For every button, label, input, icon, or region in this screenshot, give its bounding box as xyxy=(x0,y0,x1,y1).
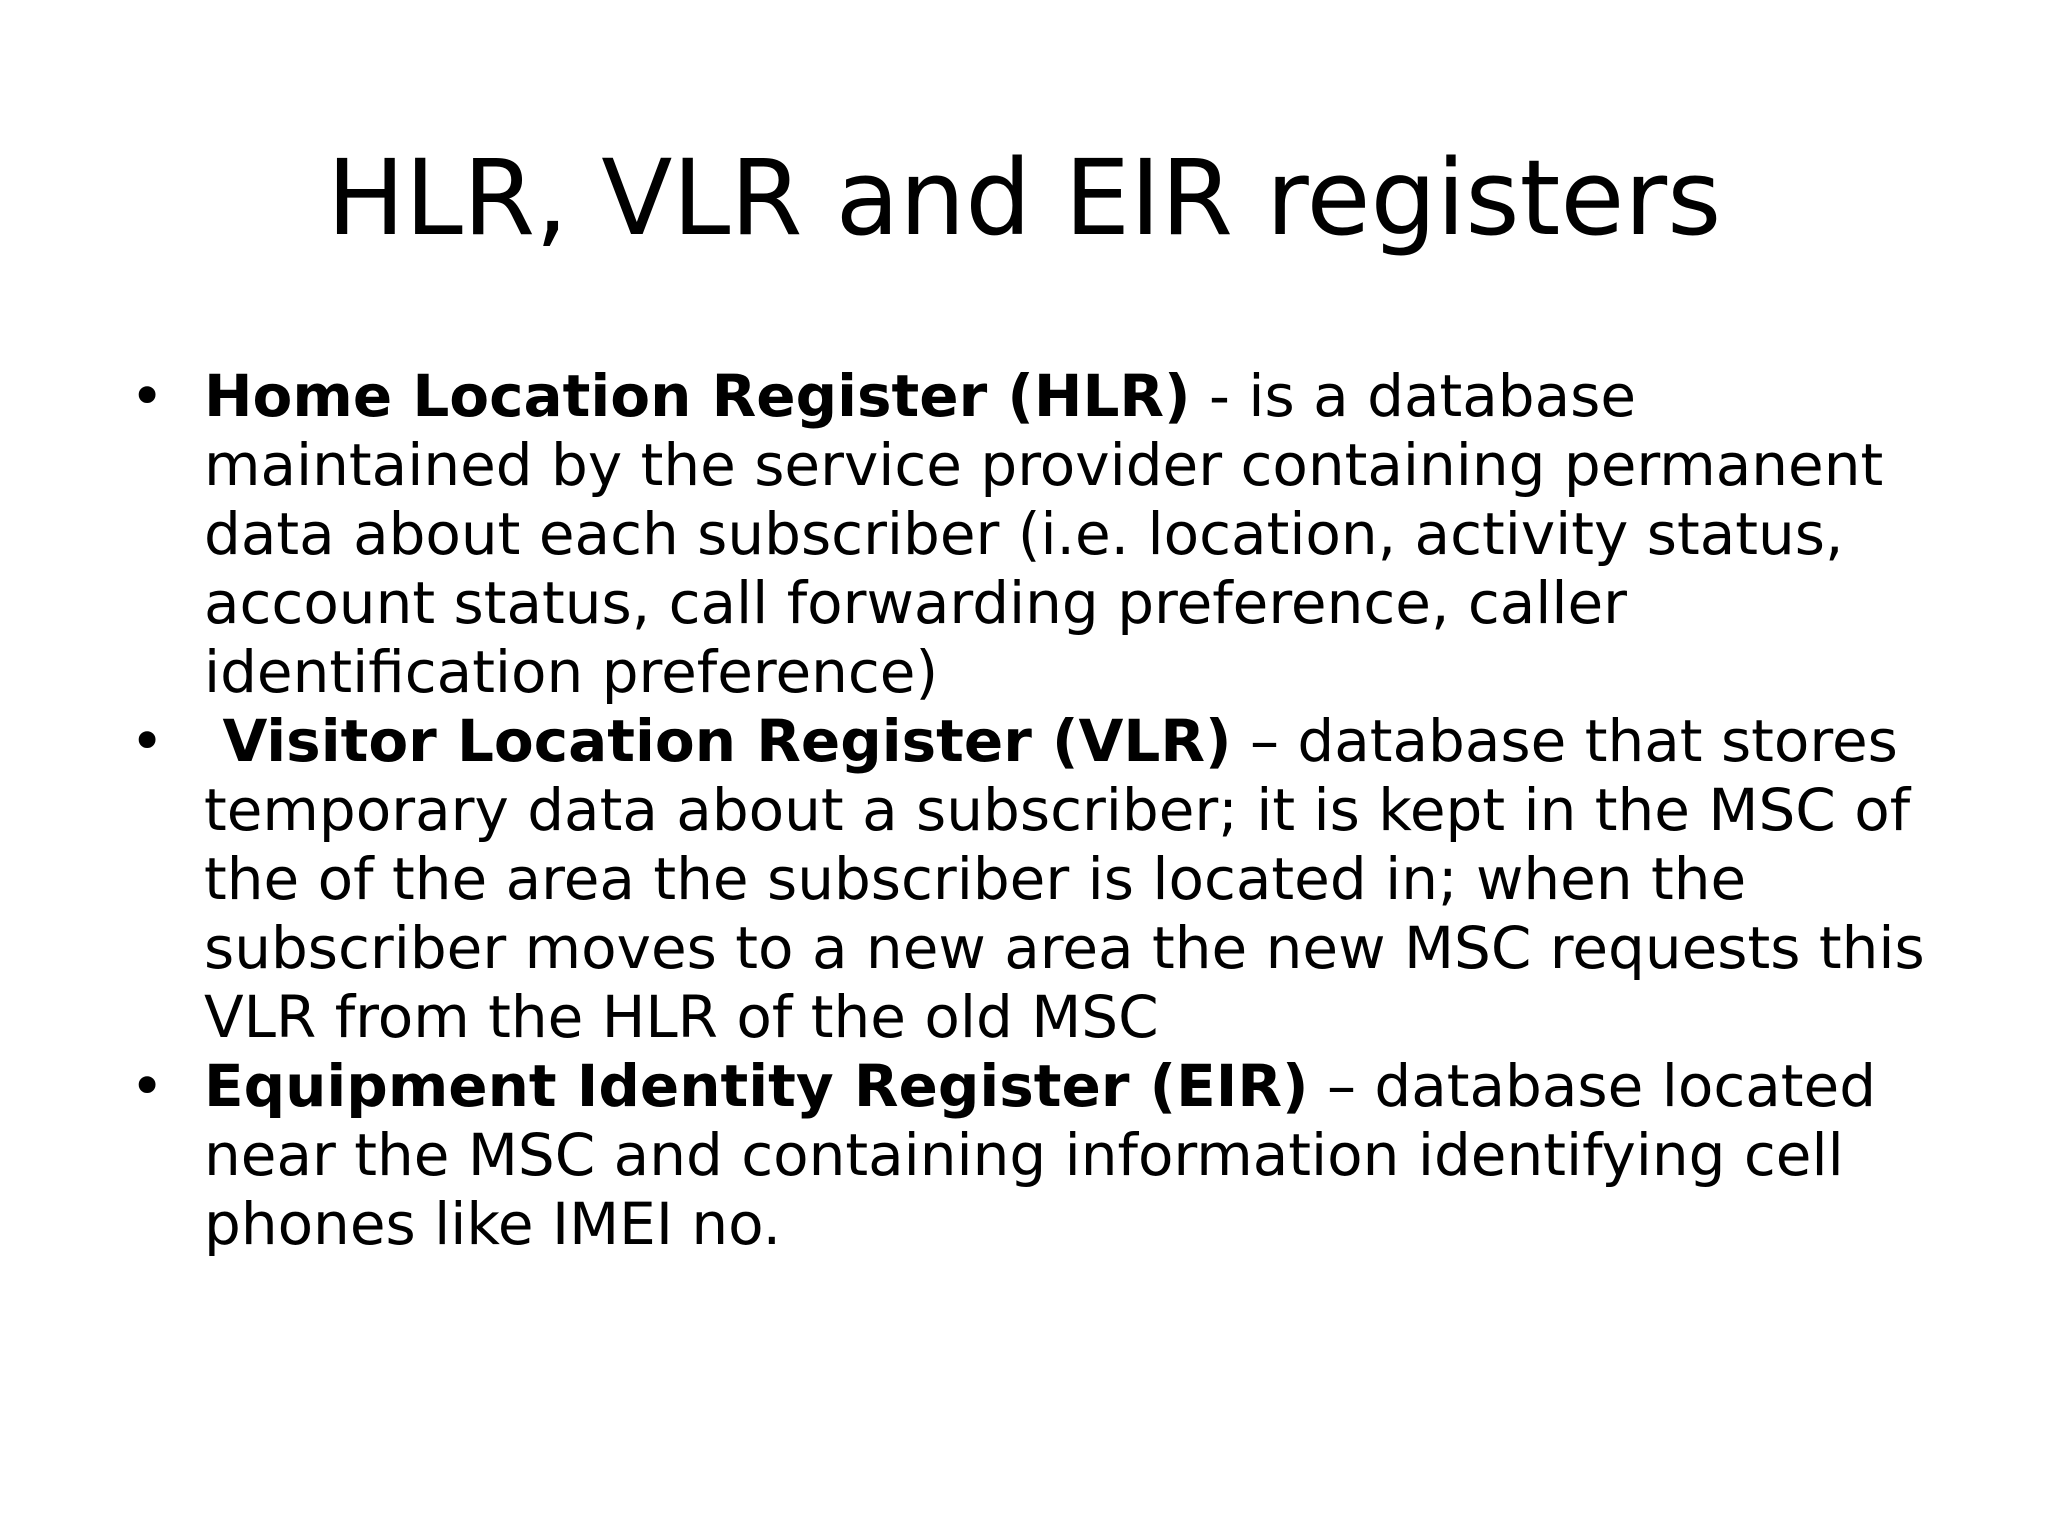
bullet-icon: • xyxy=(130,707,165,775)
term-hlr: Home Location Register (HLR) xyxy=(204,362,1191,430)
term-eir: Equipment Identity Register (EIR) xyxy=(204,1052,1309,1120)
description-eir: – database located near the MSC and containing information identifying cell phones like IMEI no. xyxy=(204,1052,1877,1258)
item-lead-space xyxy=(204,707,222,775)
bullet-icon: • xyxy=(130,362,165,430)
list-item-eir xyxy=(120,1052,1980,1259)
description-vlr: – database that stores temporary data about a subscriber; it is kept in the MSC of the of the area the subscriber is located in; when the subscriber moves to a new area the new MSC requests this VLR from the HLR of the old MSC xyxy=(204,707,1925,1051)
bullet-list xyxy=(120,362,1980,1259)
bullet-icon: • xyxy=(130,1052,165,1120)
list-item-vlr xyxy=(120,707,1980,1052)
slide-title: HLR, VLR and EIR registers xyxy=(326,137,1722,259)
term-vlr: Visitor Location Register (VLR) xyxy=(222,707,1232,775)
list-item-hlr xyxy=(120,362,1980,707)
description-hlr: - is a database maintained by the service provider containing permanent data about each subscriber (i.e. location, activity status, account status, call forwarding preference, caller identification preference) xyxy=(204,362,1884,706)
